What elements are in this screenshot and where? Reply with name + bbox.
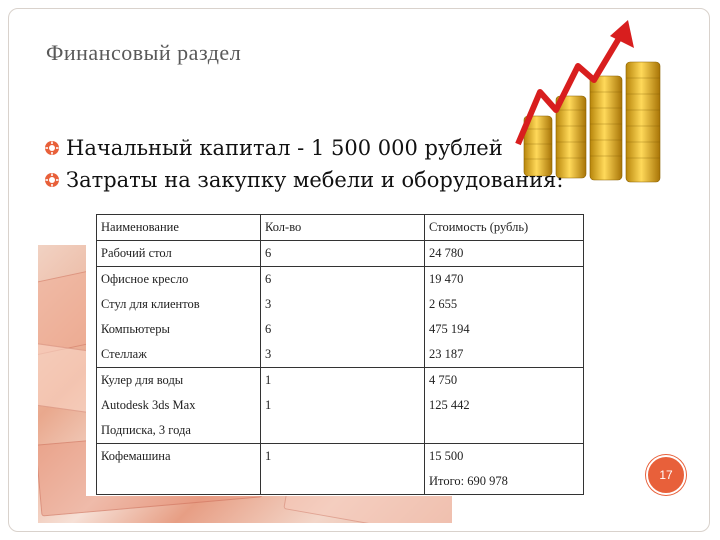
table-row bbox=[97, 418, 584, 444]
table-cell-cost: 475 194 bbox=[425, 317, 584, 342]
table-cell-name: Кофемашина bbox=[97, 444, 261, 470]
table-cell-qty: 3 bbox=[261, 342, 425, 368]
table-cell-name: Рабочий стол bbox=[97, 241, 261, 267]
table-cell-cost: 15 500 bbox=[425, 444, 584, 470]
header-cell: Наименование bbox=[97, 215, 261, 241]
table-cell-name: Компьютеры bbox=[97, 317, 261, 342]
table-cell-name: Кулер для воды bbox=[97, 368, 261, 394]
table-cell-qty: 6 bbox=[261, 317, 425, 342]
table-row bbox=[97, 241, 584, 267]
table-cell-qty bbox=[261, 469, 425, 495]
header-cell: Стоимость (рубль) bbox=[425, 215, 584, 241]
table-row bbox=[97, 292, 584, 317]
table-row bbox=[97, 342, 584, 368]
table-cell-cost: 2 655 bbox=[425, 292, 584, 317]
table-row bbox=[97, 267, 584, 293]
table-cell-name: Autodesk 3ds Max bbox=[97, 393, 261, 418]
table-cell-name: Стул для клиентов bbox=[97, 292, 261, 317]
table-row bbox=[97, 444, 584, 470]
table-cell-name: Стеллаж bbox=[97, 342, 261, 368]
bullet-list bbox=[44, 132, 563, 196]
table-cell-qty: 6 bbox=[261, 267, 425, 293]
table-cell-cost: Итого: 690 978 bbox=[425, 469, 584, 495]
bullet-text: Затраты на закупку мебели и оборудования: bbox=[66, 168, 564, 192]
slide-title: Финансовый раздел bbox=[46, 40, 242, 65]
table-cell-cost bbox=[425, 418, 584, 444]
gear-icon bbox=[44, 172, 60, 188]
table-cell-name bbox=[97, 469, 261, 495]
table-cell-qty: 1 bbox=[261, 368, 425, 394]
table-cell-cost: 4 750 bbox=[425, 368, 584, 394]
table-row bbox=[97, 393, 584, 418]
expenses-table-card bbox=[86, 212, 590, 496]
table-cell-cost: 125 442 bbox=[425, 393, 584, 418]
table-cell-name: Офисное кресло bbox=[97, 267, 261, 293]
table-cell-qty bbox=[261, 418, 425, 444]
table-cell-cost: 23 187 bbox=[425, 342, 584, 368]
table-header-row bbox=[97, 215, 584, 241]
table-cell-qty: 6 bbox=[261, 241, 425, 267]
header-cell: Кол-во bbox=[261, 215, 425, 241]
table-cell-qty: 1 bbox=[261, 393, 425, 418]
table-row bbox=[97, 368, 584, 394]
table-cell-cost: 19 470 bbox=[425, 267, 584, 293]
table-cell-name: Подписка, 3 года bbox=[97, 418, 261, 444]
bullet-text: Начальный капитал - 1 500 000 рублей bbox=[66, 136, 503, 160]
expenses-table bbox=[96, 214, 584, 495]
table-row bbox=[97, 469, 584, 495]
gear-icon bbox=[44, 140, 60, 156]
page-number-badge: 17 bbox=[646, 455, 686, 495]
table-row bbox=[97, 317, 584, 342]
table-cell-qty: 1 bbox=[261, 444, 425, 470]
table-cell-cost: 24 780 bbox=[425, 241, 584, 267]
bullet-item bbox=[44, 164, 563, 196]
table-cell-qty: 3 bbox=[261, 292, 425, 317]
bullet-item bbox=[44, 132, 563, 164]
